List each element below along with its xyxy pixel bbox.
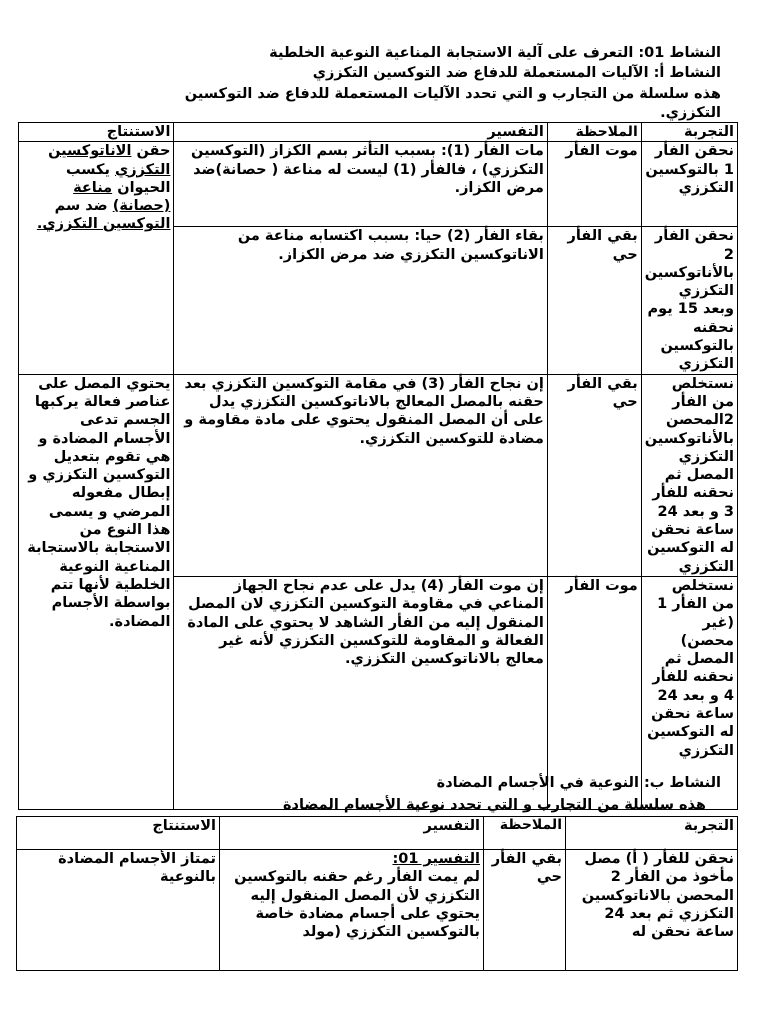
experiment-cell: نحقن الفأر 1 بالتوكسين التكززي (641, 142, 737, 227)
activity-1-title: النشاط 01: التعرف على آلية الاستجابة المناعية النوعية الخلطية (269, 45, 721, 61)
interpretation-cell: إن موت الفأر (4) يدل على عدم نجاح الجهاز المناعي في مقاومة التوكسين التكززي لان المصل المنقول إليه من الفأر الشاهد لا يحتوي على المادة الفعالة و المقاومة للتوكسين التكززي لأنه غير معالج بالاناتوكسين التكززي. (174, 576, 547, 809)
interpretation-text: لم يمت الفأر رغم حقنه بالتوكسين التكززي لأن المصل المنقول إليه يحتوي على أجسام مضادة خاصة بالتوكسين التكززي (مولد (234, 869, 480, 941)
table-row (17, 850, 738, 971)
conclusion-cell: يحتوي المصل على عناصر فعالة يركبها الجسم تدعى الأجسام المضادة و هي تقوم بتعديل التوكسين التكززي و إبطال مفعوله المرضي و يسمى هذا النوع من الاستجابة بالاستجابة المناعية النوعية الخلطية لأنها تتم بواسطة الأجسام المضادة. (19, 374, 174, 809)
conclusion-cell: تمتاز الأجسام المضادة بالنوعية (17, 850, 220, 971)
observation-cell: موت الفأر (547, 576, 641, 809)
header-conclusion: الاستنتاج (19, 123, 174, 142)
conclusion-term-anatoxin: الاناتوكسين التكززي (48, 143, 171, 178)
header-interpretation: التفسير (174, 123, 547, 142)
header-observation: الملاحظة (484, 817, 566, 850)
table-header-row (17, 817, 738, 850)
conclusion-term-toxin: التوكسين التكززي. (36, 216, 171, 233)
header-conclusion: الاستنتاج (17, 817, 220, 850)
experiment-cell: نحقن للفأر ( أ) مصل مأخوذ من الفأر 2 المحصن بالاناتوكسين التكززي ثم بعد 24 ساعة نحقن له (566, 850, 738, 971)
experiment-cell: نحقن الفأر 2 بالأناتوكسين التكززي وبعد 15 يوم نحقنه بالتوكسين التكززي (641, 227, 737, 374)
table-row (19, 142, 738, 227)
experiments-table-1 (18, 122, 738, 810)
observation-cell: بقي الفأر حي (547, 227, 641, 374)
intro-text-line-1: هذه سلسلة من التجارب و التي تحدد الآليات المستعملة للدفاع ضد التوكسين (184, 86, 721, 102)
experiment-cell: نستخلص من الفأر 1 (غير محصن) المصل ثم نحقنه للفأر 4 و بعد 24 ساعة نحقن له التوكسين التكززي (641, 576, 737, 809)
section-b-title: النشاط ب: النوعية في الأجسام المضادة (436, 775, 721, 791)
conclusion-term-immunity: مناعة (حصانة) (73, 179, 171, 215)
conclusion-text: ضد سم (54, 198, 108, 215)
observation-cell: بقي الفأر حي (547, 374, 641, 576)
conclusion-text: يكسب الحيوان (65, 161, 171, 196)
interpretation-cell: مات الفأر (1): بسبب التأثر بسم الكزاز (التوكسين التكززي) ، فالفأر (1) ليست له مناعة ( حصانة)ضد مرض الكزاز. (174, 142, 547, 227)
header-experiment: التجربة (641, 123, 737, 142)
table-row (19, 374, 738, 576)
conclusion-text: حقن (136, 143, 171, 160)
experiments-table-2 (16, 816, 738, 971)
activity-a-title: النشاط أ: الآليات المستعملة للدفاع ضد التوكسين التكززي (312, 65, 721, 81)
observation-cell: موت الفأر (547, 142, 641, 227)
header-observation: الملاحظة (547, 123, 641, 142)
header-interpretation: التفسير (220, 817, 484, 850)
section-b-intro: هذه سلسلة من التجارب و التي تحدد نوعية الأجسام المضادة (282, 797, 706, 813)
header-experiment: التجربة (566, 817, 738, 850)
intro-text-line-2: التكززي. (660, 105, 721, 121)
interpretation-label: التفسير 01: (392, 851, 480, 867)
table-header-row (19, 123, 738, 142)
conclusion-cell (19, 142, 174, 374)
interpretation-cell: بقاء الفأر (2) حيا: بسبب اكتسابه مناعة من الاناتوكسين التكززي ضد مرض الكزاز. (174, 227, 547, 374)
interpretation-cell: إن نجاح الفأر (3) في مقامة التوكسين التكززي بعد حقنه بالمصل المعالج بالاناتوكسين التكززي يدل على أن المصل المنقول يحتوي على مادة مقاومة و مضادة للتوكسين التكززي. (174, 374, 547, 576)
experiment-cell: نستخلص من الفأر 2المحصن بالأناتوكسين التكززي المصل ثم نحقنه للفأر 3 و بعد 24 ساعة نحقن له التوكسين التكززي (641, 374, 737, 576)
observation-cell: بقي الفأر حي (484, 850, 566, 971)
interpretation-cell (220, 850, 484, 971)
